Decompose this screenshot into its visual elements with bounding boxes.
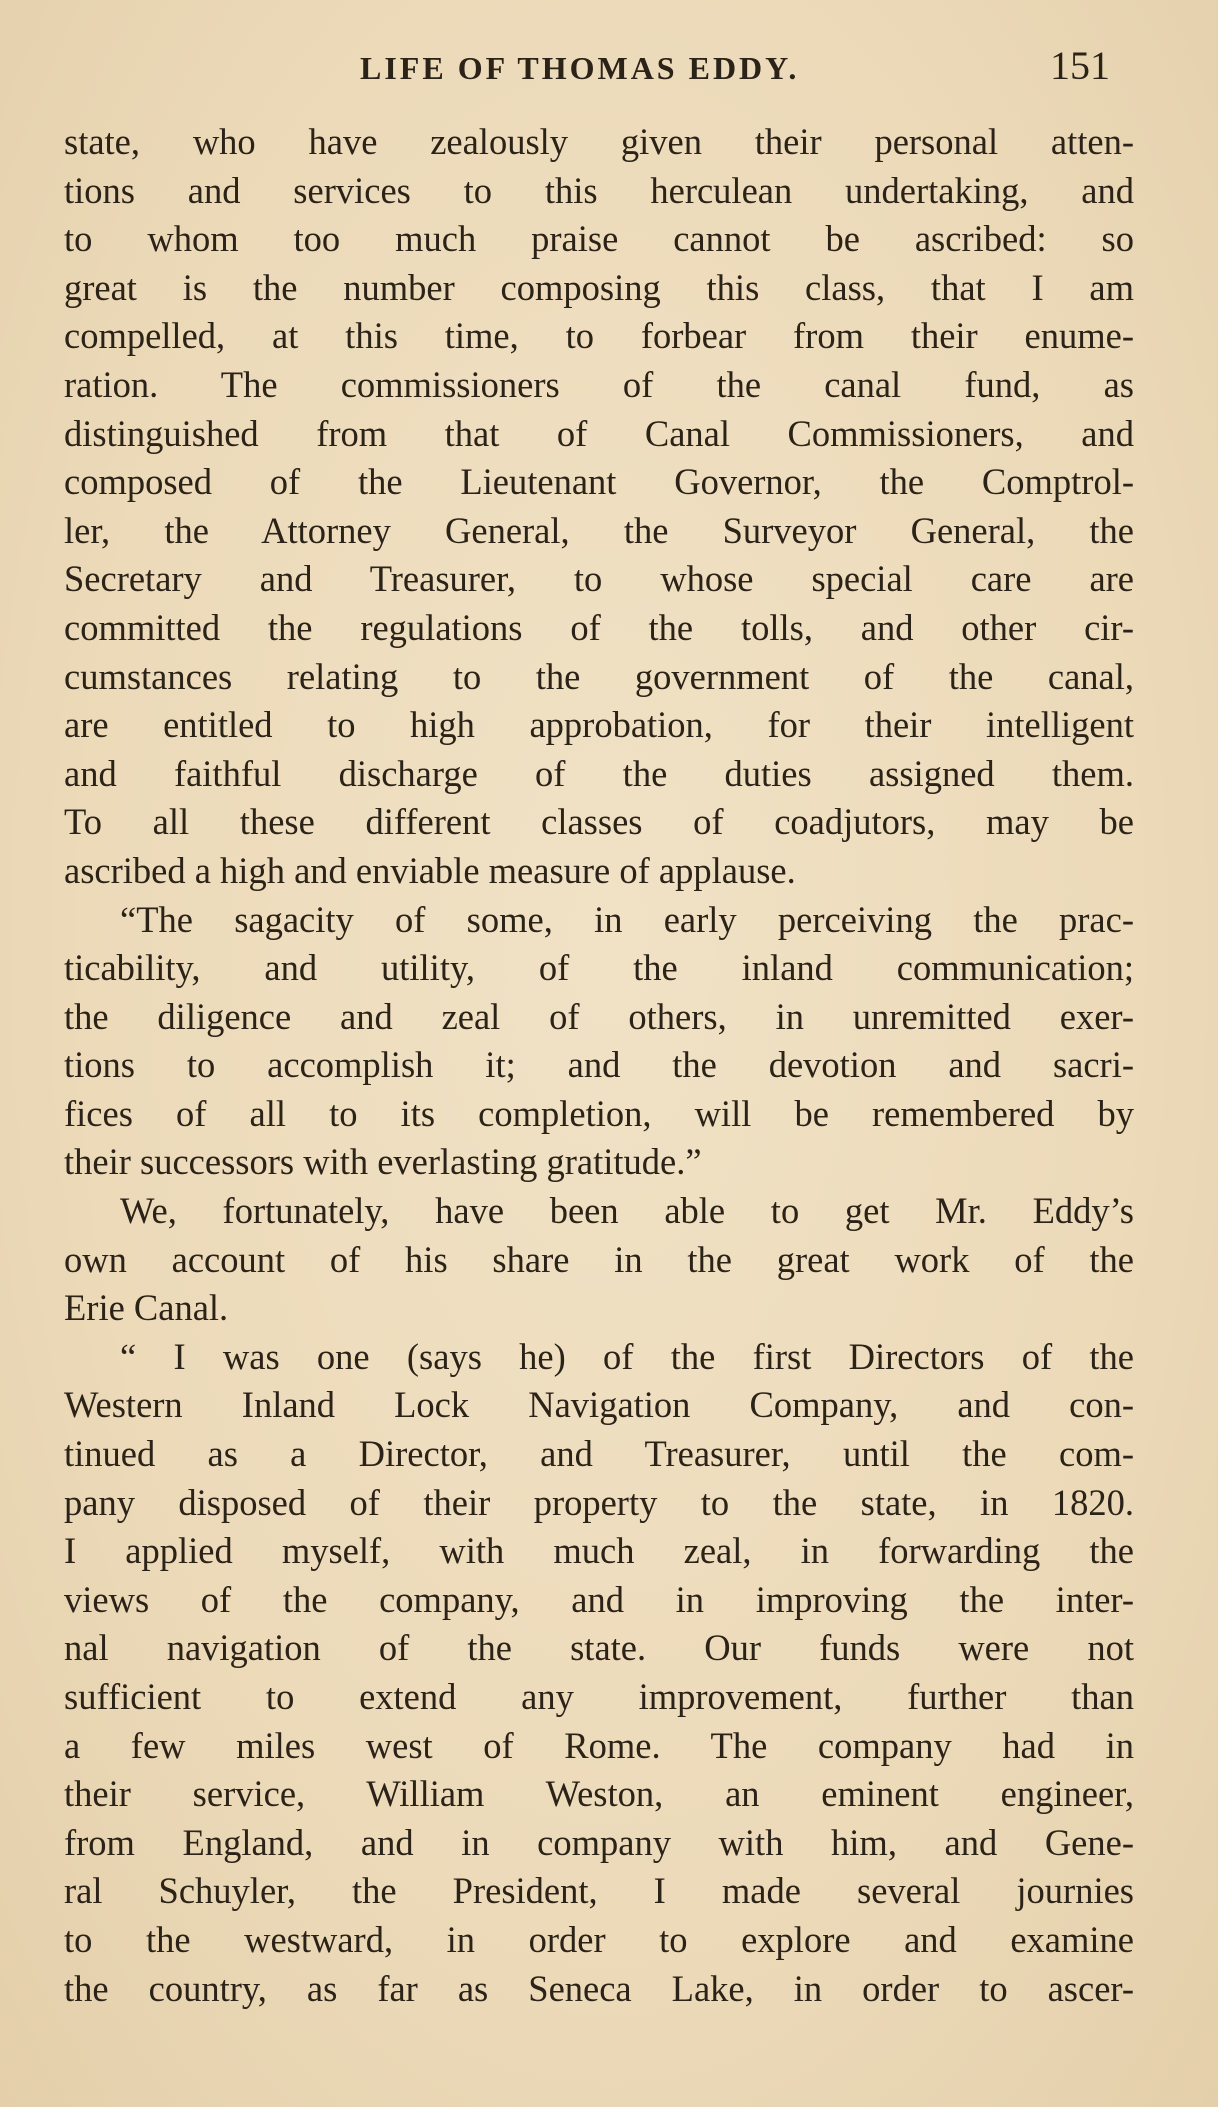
text-line: Secretary and Treasurer, to whose special care are bbox=[64, 558, 1134, 600]
text-line: cumstances relating to the government of the canal, bbox=[64, 655, 1134, 697]
text-line: are entitled to high approbation, for their intelligent bbox=[64, 704, 1134, 746]
text-line: We, fortunately, have been able to get Mr. Eddy’s bbox=[120, 1190, 1134, 1232]
text-line: composed of the Lieutenant Governor, the Comptrol- bbox=[64, 461, 1134, 503]
text-line: ascribed a high and enviable measure of applause. bbox=[64, 849, 796, 891]
text-line: great is the number composing this class, that I am bbox=[64, 266, 1134, 308]
text-line: Western Inland Lock Navigation Company, and con- bbox=[64, 1384, 1134, 1426]
text-line: own account of his share in the great work of the bbox=[64, 1238, 1134, 1280]
text-line: “ I was one (says he) of the first Directors of the bbox=[120, 1335, 1134, 1377]
running-head-title: LIFE OF THOMAS EDDY. bbox=[360, 50, 800, 86]
text-line: the diligence and zeal of others, in unremitted exer- bbox=[64, 995, 1134, 1037]
text-line: state, who have zealously given their personal atten- bbox=[64, 121, 1134, 162]
text-line: pany disposed of their property to the state, in 1820. bbox=[64, 1481, 1134, 1523]
page-number: 151 bbox=[1050, 43, 1110, 88]
running-head bbox=[0, 40, 1218, 100]
text-line: Erie Canal. bbox=[64, 1287, 229, 1329]
text-line: ral Schuyler, the President, I made several journies bbox=[64, 1870, 1134, 1912]
text-line: a few miles west of Rome. The company had in bbox=[64, 1724, 1134, 1766]
text-line: committed the regulations of the tolls, and other cir- bbox=[64, 606, 1134, 648]
text-line: their successors with everlasting gratitude.” bbox=[64, 1141, 702, 1183]
text-line: and faithful discharge of the duties assigned them. bbox=[64, 752, 1134, 794]
text-line: to the westward, in order to explore and examine bbox=[64, 1918, 1134, 1960]
text-line: their service, William Weston, an eminent engineer, bbox=[64, 1773, 1134, 1815]
text-line: views of the company, and in improving the inter- bbox=[64, 1578, 1134, 1620]
text-line: ration. The commissioners of the canal fund, as bbox=[64, 363, 1134, 405]
text-line: To all these different classes of coadjutors, may be bbox=[64, 801, 1134, 843]
body-text bbox=[64, 118, 1134, 2013]
text-line: tinued as a Director, and Treasurer, until the com- bbox=[64, 1433, 1134, 1475]
text-line: sufficient to extend any improvement, further than bbox=[64, 1676, 1134, 1717]
text-line: tions to accomplish it; and the devotion and sacri- bbox=[64, 1044, 1134, 1086]
text-line: from England, and in company with him, and Gene- bbox=[64, 1821, 1134, 1863]
text-line: nal navigation of the state. Our funds were not bbox=[64, 1627, 1134, 1669]
text-line: fices of all to its completion, will be remembered by bbox=[64, 1092, 1134, 1134]
text-line: I applied myself, with much zeal, in forwarding the bbox=[64, 1530, 1134, 1572]
text-line: ticability, and utility, of the inland communication; bbox=[64, 947, 1134, 989]
text-line: the country, as far as Seneca Lake, in order to ascer- bbox=[64, 1967, 1134, 2009]
text-line: to whom too much praise cannot be ascribed: so bbox=[64, 218, 1134, 260]
text-line: ler, the Attorney General, the Surveyor General, the bbox=[64, 509, 1134, 551]
text-line: “The sagacity of some, in early perceiving the prac- bbox=[120, 898, 1134, 940]
text-line: distinguished from that of Canal Commissioners, and bbox=[64, 412, 1134, 454]
text-line: tions and services to this herculean undertaking, and bbox=[64, 169, 1134, 211]
text-line: compelled, at this time, to forbear from their enume- bbox=[64, 315, 1134, 357]
